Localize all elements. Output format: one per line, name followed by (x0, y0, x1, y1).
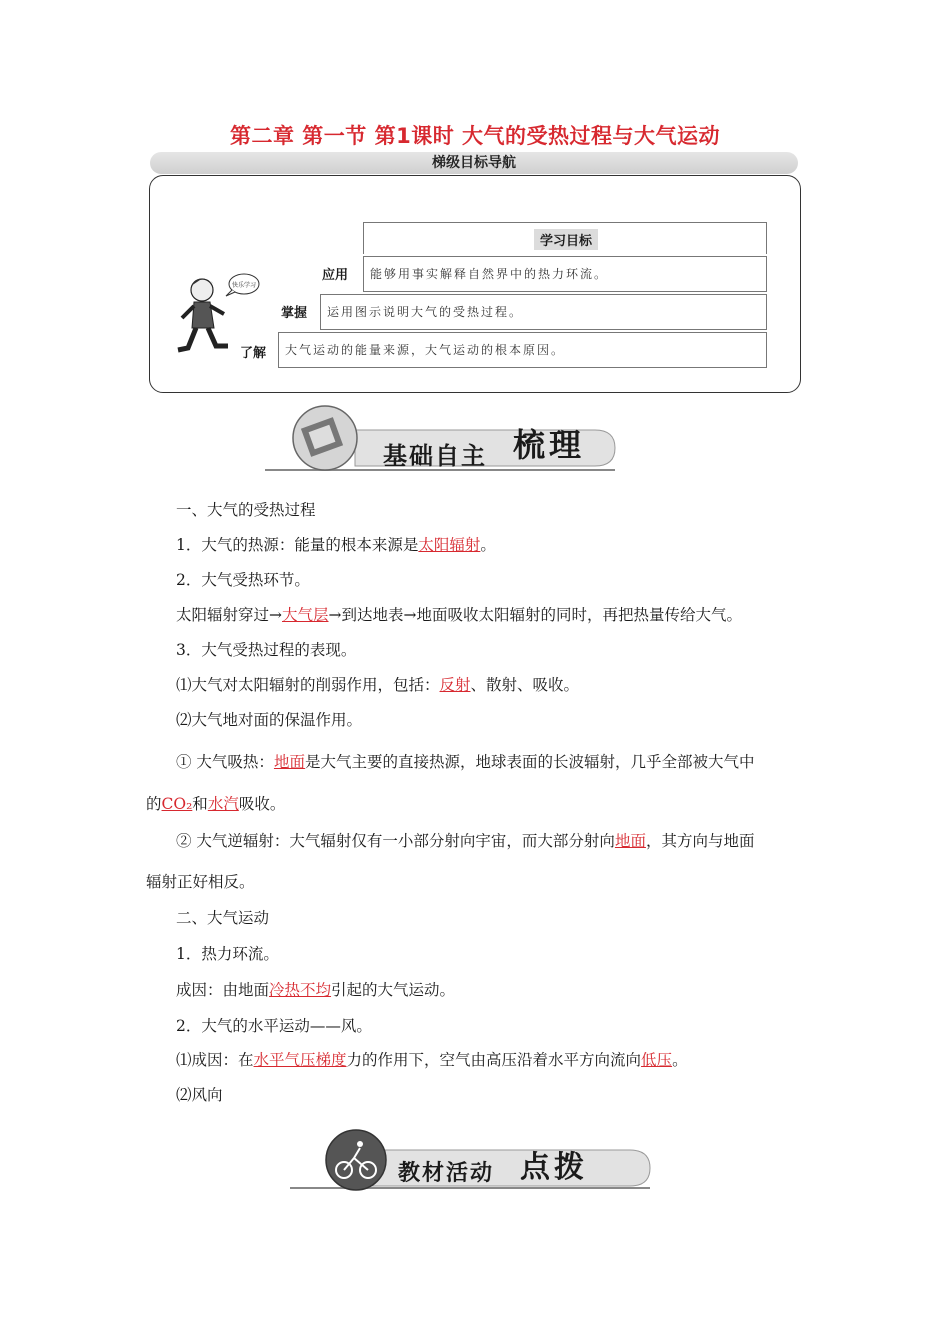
goal-level-master: 掌握 (281, 306, 308, 321)
text: 、散射、吸收。 (470, 676, 580, 694)
paragraph-2: 2．大气受热环节。 (176, 571, 310, 589)
answer-blank: CO₂ (161, 795, 193, 813)
banner-basic-title-b: 梳理 (513, 426, 586, 464)
answer-blank: 水平气压梯度 (253, 1051, 347, 1069)
text: →到达地表→地面吸收太阳辐射的同时，再把热量传给大气。 (328, 606, 742, 624)
banner-activity-title-a: 教材活动 (398, 1160, 495, 1186)
answer-blank: 水汽 (207, 795, 239, 813)
text: ② 大气逆辐射：大气辐射仅有一小部分射向宇宙，而大部分射向 (176, 832, 615, 850)
paragraph-7 (176, 744, 754, 780)
text: 成因：由地面 (176, 981, 270, 999)
answer-blank: 低压 (641, 1051, 673, 1069)
paragraph-3 (176, 597, 742, 633)
text: 是大气主要的直接热源，地球表面的长波辐射，几乎全部被大气中 (304, 753, 755, 771)
answer-blank: 地面 (614, 832, 646, 850)
answer-blank: 反射 (439, 676, 471, 694)
paragraph-9 (176, 823, 754, 859)
text: 太阳辐射穿过→ (176, 606, 282, 624)
section-banner-activity (290, 1124, 660, 1194)
speech-bubble-text: 快乐学习 (231, 282, 257, 289)
answer-blank: 冷热不均 (269, 981, 332, 999)
paragraph-8 (146, 786, 285, 822)
text: ⑴成因：在 (176, 1051, 254, 1069)
goal-row-apply: 能够用事实解释自然界中的热力环流。 (363, 256, 767, 292)
goal-row-master: 运用图示说明大气的受热过程。 (320, 294, 767, 330)
goal-header-label: 学习目标 (534, 229, 598, 250)
answer-blank: 大气层 (282, 606, 329, 624)
goal-nav-header: 梯级目标导航 (150, 152, 798, 174)
goal-row-understand: 大气运动的能量来源，大气运动的根本原因。 (278, 332, 767, 368)
section-heading-motion: 二、大气运动 (176, 909, 270, 927)
paragraph-6: ⑵大气地对面的保温作用。 (176, 711, 363, 729)
section-banner-basic (265, 402, 625, 476)
paragraph-4: 3．大气受热过程的表现。 (176, 641, 357, 659)
paragraph-11: 1．热力环流。 (176, 945, 279, 963)
banner-activity-title-b: 点拨 (520, 1150, 588, 1185)
goal-level-apply: 应用 (322, 268, 349, 283)
text: 。 (672, 1051, 688, 1069)
paragraph-15: ⑵风向 (176, 1086, 223, 1104)
text: 引起的大气运动。 (331, 981, 456, 999)
section-heading-heating: 一、大气的受热过程 (176, 501, 316, 519)
paragraph-14 (176, 1042, 688, 1078)
page-title: 第二章 第一节 第1课时 大气的受热过程与大气运动 (229, 124, 721, 148)
text: ，其方向与地面 (645, 832, 755, 850)
answer-blank: 地面 (273, 753, 305, 771)
paragraph-5 (176, 667, 579, 703)
text: 和 (192, 795, 208, 813)
text: 的 (146, 795, 162, 813)
goal-table-header (363, 222, 767, 254)
paragraph-10: 辐射正好相反。 (146, 873, 255, 891)
paragraph-13: 2．大气的水平运动——风。 (176, 1017, 372, 1035)
text: ① 大气吸热： (176, 753, 274, 771)
text: 吸收。 (238, 795, 286, 813)
text: 1．大气的热源：能量的根本来源是 (176, 536, 419, 554)
answer-blank: 太阳辐射 (418, 536, 481, 554)
goal-level-understand: 了解 (240, 346, 267, 361)
text: ⑴大气对太阳辐射的削弱作用，包括： (176, 676, 440, 694)
paragraph-12 (176, 972, 455, 1008)
paragraph-1 (176, 527, 496, 563)
text: 力的作用下，空气由高压沿着水平方向流向 (346, 1051, 642, 1069)
text: 。 (480, 536, 496, 554)
banner-basic-title-a: 基础自主 (383, 441, 487, 470)
